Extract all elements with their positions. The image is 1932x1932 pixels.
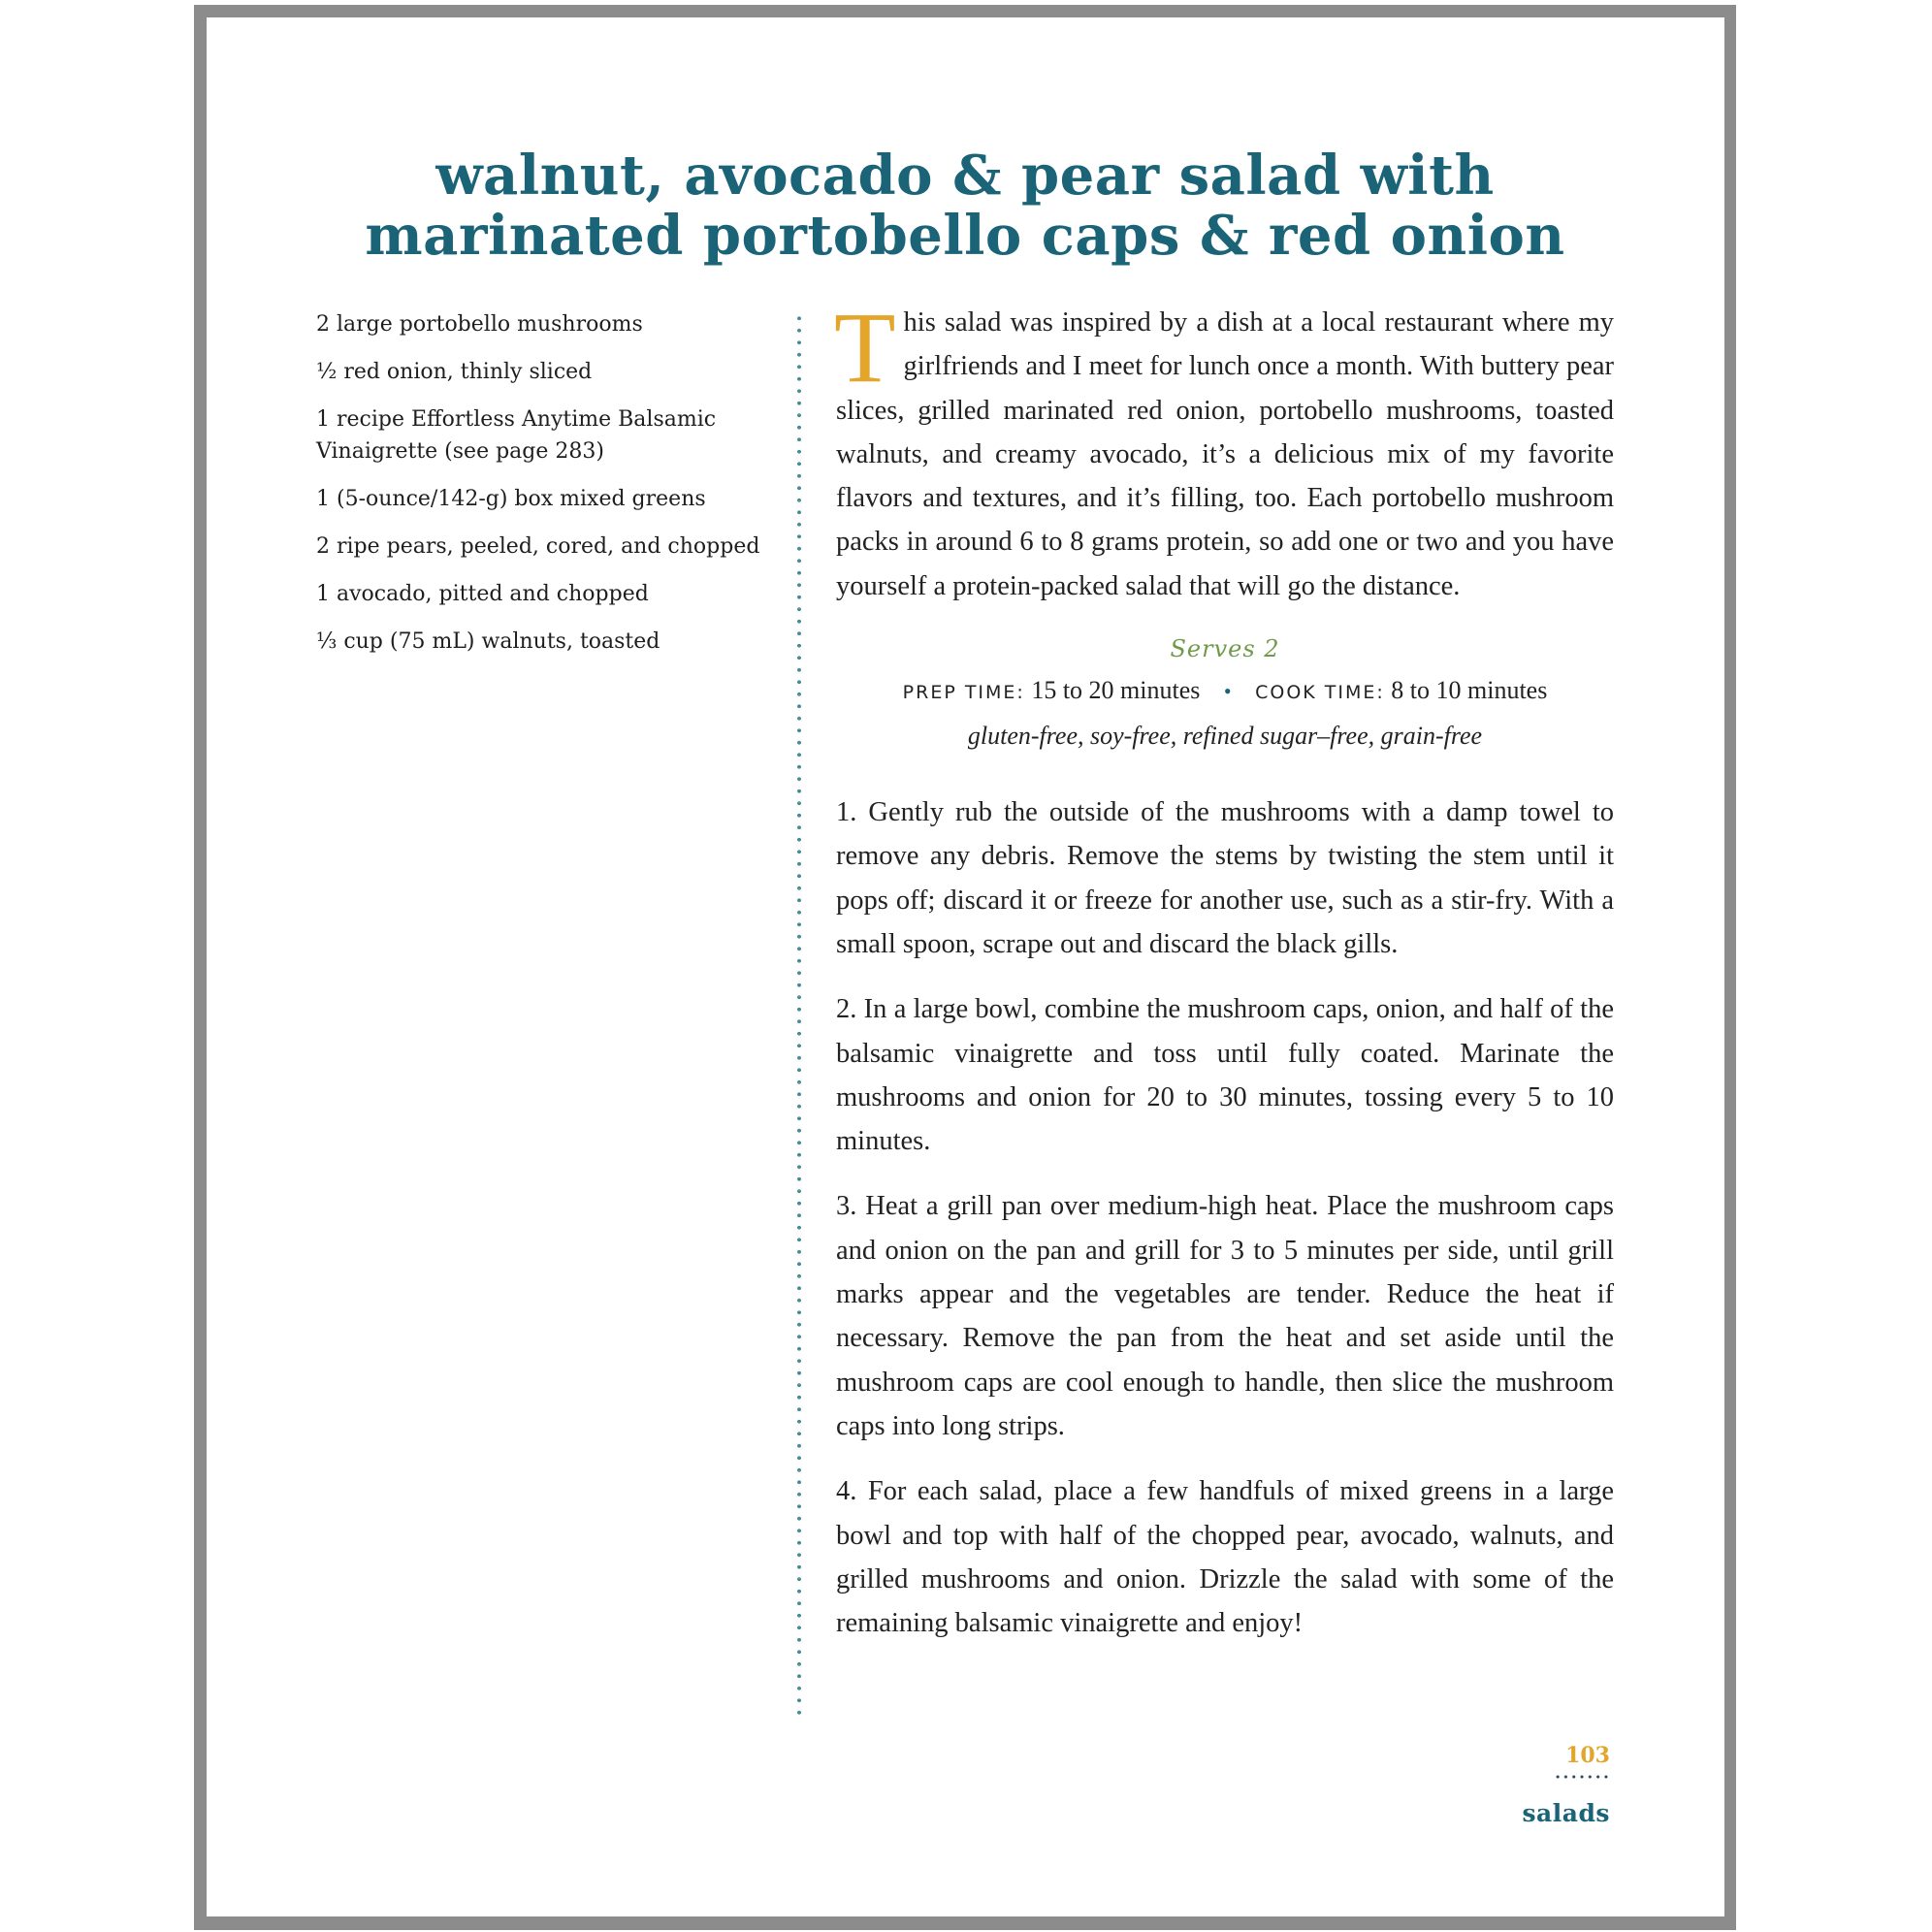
instruction-step: 1. Gently rub the outside of the mushrooms with a damp towel to remove any debris. Remove the stems by twisting the stem until it pops off; discard it or freeze for another use, such as a stir-fry. With a small spoon, scrape out and discard the black gills. bbox=[836, 797, 1614, 959]
instructions bbox=[836, 790, 1614, 1645]
page-number: 103 bbox=[1565, 1743, 1610, 1768]
prep-time-label: PREP TIME: bbox=[902, 682, 1025, 704]
title-line-2: marinated portobello caps & red onion bbox=[365, 204, 1565, 268]
bullet-separator-icon: • bbox=[1223, 679, 1232, 704]
ingredient-item: 1 avocado, pitted and chopped bbox=[316, 582, 649, 606]
cook-time-value: 8 to 10 minutes bbox=[1391, 676, 1548, 705]
recipe-title bbox=[291, 145, 1639, 266]
times-row bbox=[836, 668, 1614, 715]
instruction-step: 3. Heat a grill pan over medium-high heat. Place the mushroom caps and onion on the pan and grill for 3 to 5 minutes per side, until grill marks appear and the vegetables are tender. Reduce the heat if necessary. Remove the pan from the heat and set aside until the mushroom caps are cool enough to handle, then slice the mushroom caps into long strips. bbox=[836, 1191, 1614, 1441]
dietary-tags: gluten-free, soy-free, refined sugar–free, grain-free bbox=[967, 722, 1483, 751]
ingredient-item: 1 recipe Effortless Anytime Balsamic Vinaigrette (see page 283) bbox=[316, 407, 717, 464]
ingredients-list bbox=[316, 308, 782, 673]
instruction-step: 2. In a large bowl, combine the mushroom caps, onion, and half of the balsamic vinaigrette and toss until fully coated. Marinate the mushrooms and onion for 20 to 30 minutes, tossing every 5 to 10 minutes. bbox=[836, 994, 1614, 1157]
recipe-body bbox=[834, 292, 1614, 1666]
dotted-column-separator bbox=[797, 312, 801, 1715]
ingredient-item: 1 (5-ounce/142-g) box mixed greens bbox=[316, 487, 706, 511]
ingredient-item: ½ red onion, thinly sliced bbox=[316, 360, 593, 384]
section-label: salads bbox=[1522, 1799, 1610, 1827]
title-line-1: walnut, avocado & pear salad with bbox=[435, 144, 1495, 208]
serves-label: Serves 2 bbox=[1170, 635, 1280, 663]
ingredient-item: ⅓ cup (75 mL) walnuts, toasted bbox=[316, 629, 660, 654]
intro-paragraph bbox=[834, 292, 1614, 608]
intro-text: his salad was inspired by a dish at a local restaurant where my girlfriends and I meet for lunch once a month. With buttery pear slices, grilled marinated red onion, portobello mushrooms, toasted walnuts, and creamy avocado, it’s a delicious mix of my favorite flavors and textures, and it’s filling, too. Each portobello mushroom packs in around 6 to 8 grams protein, so add one or two and you have yourself a protein-packed salad that will go the distance. bbox=[836, 307, 1614, 601]
recipe-meta bbox=[836, 629, 1614, 757]
ingredient-item: 2 large portobello mushrooms bbox=[316, 312, 643, 337]
ingredient-item: 2 ripe pears, peeled, cored, and chopped bbox=[316, 534, 760, 559]
prep-time-value: 15 to 20 minutes bbox=[1031, 676, 1201, 705]
drop-cap: T bbox=[834, 292, 896, 403]
cook-time-label: COOK TIME: bbox=[1255, 682, 1385, 704]
page-number-dots bbox=[1554, 1775, 1610, 1779]
instruction-step: 4. For each salad, place a few handfuls of mixed greens in a large bowl and top with half of the chopped pear, avocado, walnuts, and grilled mushrooms and onion. Drizzle the salad with some of the remaining balsamic vinaigrette and enjoy! bbox=[836, 1476, 1614, 1639]
